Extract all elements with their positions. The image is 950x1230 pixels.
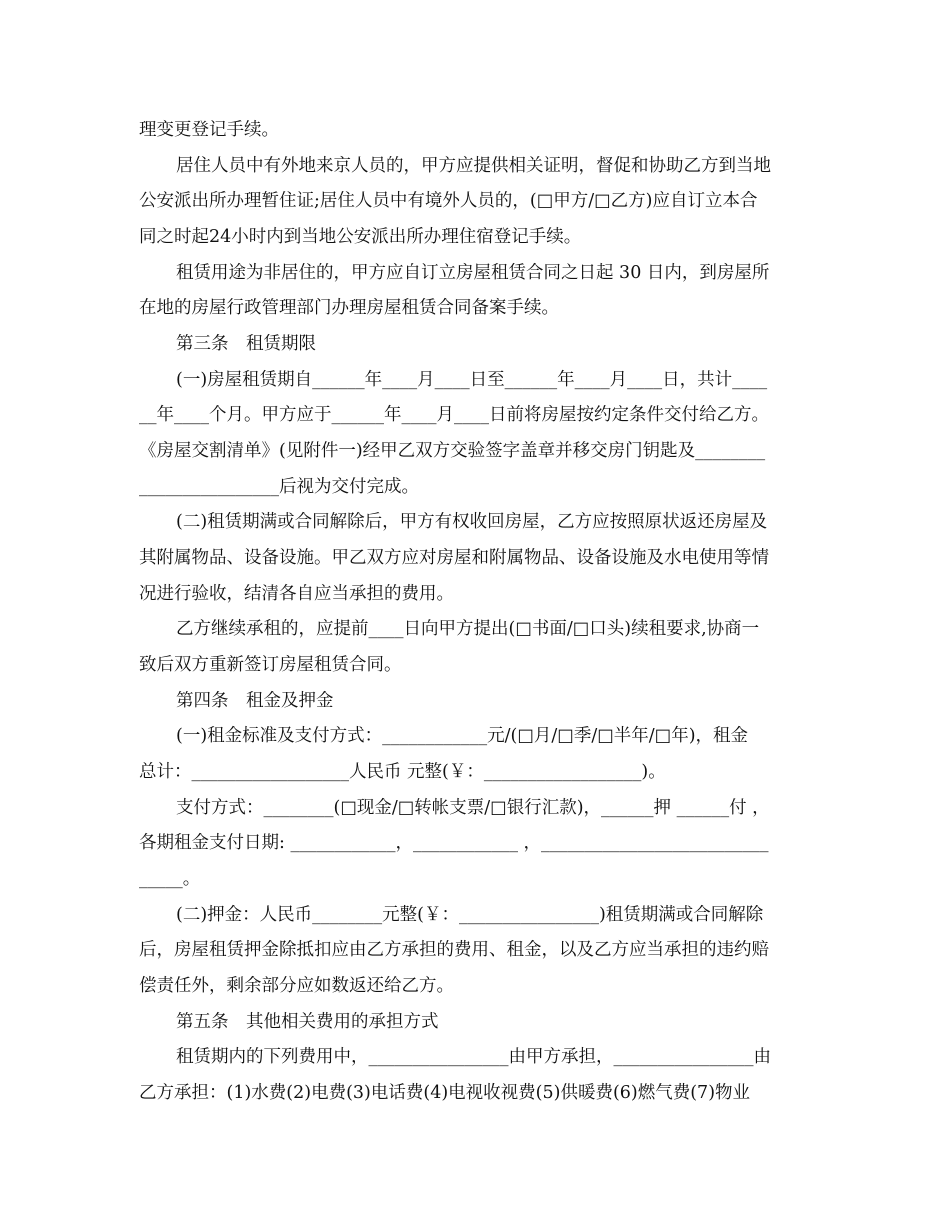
text-line: 偿责任外，剩余部分应如数返还给乙方。 — [139, 976, 454, 996]
text-line: _____。 — [139, 869, 201, 889]
text-line: __年____个月。甲方应于______年____月____日前将房屋按约定条件交付给乙方。 — [139, 405, 769, 425]
text-line: 公安派出所办理暂住证;居住人员中有境外人员的，(□甲方/□乙方)应自订立本合 — [139, 191, 758, 211]
text-line: (一)房屋租赁期自______年____月____日至______年____月____日，共计____ — [176, 370, 768, 390]
text-line: 居住人员中有外地来京人员的，甲方应提供相关证明，督促和协助乙方到当地 — [176, 156, 771, 176]
text-line: 致后双方重新签订房屋租赁合同。 — [139, 655, 402, 675]
text-line: 同之时起24小时内到当地公安派出所办理住宿登记手续。 — [139, 227, 582, 247]
section-heading: 第五条 其他相关费用的承担方式 — [176, 1012, 439, 1032]
text-line: 《房屋交割清单》(见附件一)经甲乙双方交验签字盖章并移交房门钥匙及________ — [139, 441, 766, 461]
text-line: (二)租赁期满或合同解除后，甲方有权收回房屋，乙方应按照原状返还房屋及 — [176, 512, 768, 532]
text-line: 理变更登记手续。 — [139, 120, 279, 140]
section-heading: 第四条 租金及押金 — [176, 691, 334, 711]
text-line: 各期租金支付日期: ____________，____________ ，__________________________ — [139, 833, 769, 853]
text-line: 其附属物品、设备设施。甲乙双方应对房屋和附属物品、设备设施及水电使用等情 — [139, 548, 769, 568]
text-line: (一)租金标准及支付方式：____________元/(□月/□季/□半年/□年)，租金 — [176, 726, 749, 746]
text-line: 支付方式：________(□现金/□转帐支票/□银行汇款)，______押 ______付 ， — [176, 798, 770, 818]
text-line: ________________后视为交付完成。 — [139, 477, 419, 497]
text-line: 后，房屋租赁押金除抵扣应由乙方承担的费用、租金，以及乙方应当承担的违约赔 — [139, 940, 769, 960]
section-heading: 第三条 租赁期限 — [176, 334, 316, 354]
text-line: 租赁用途为非居住的，甲方应自订立房屋租赁合同之日起 30 日内，到房屋所 — [176, 263, 770, 283]
text-line: 况进行验收，结清各自应当承担的费用。 — [139, 584, 454, 604]
text-line: 乙方承担：(1)水费(2)电费(3)电话费(4)电视收视费(5)供暖费(6)燃气费(7)物业 — [139, 1083, 751, 1103]
text-line: 租赁期内的下列费用中，________________由甲方承担，________________由 — [176, 1047, 771, 1067]
text-line: 在地的房屋行政管理部门办理房屋租赁合同备案手续。 — [139, 298, 559, 318]
text-line: 总计：__________________人民币 元整(￥：__________________)。 — [139, 762, 666, 782]
text-line: (二)押金：人民币________元整(￥：________________)租赁期满或合同解除 — [176, 905, 764, 925]
text-line: 乙方继续承租的，应提前____日向甲方提出(□书面/□口头)续租要求,协商一 — [176, 619, 760, 639]
